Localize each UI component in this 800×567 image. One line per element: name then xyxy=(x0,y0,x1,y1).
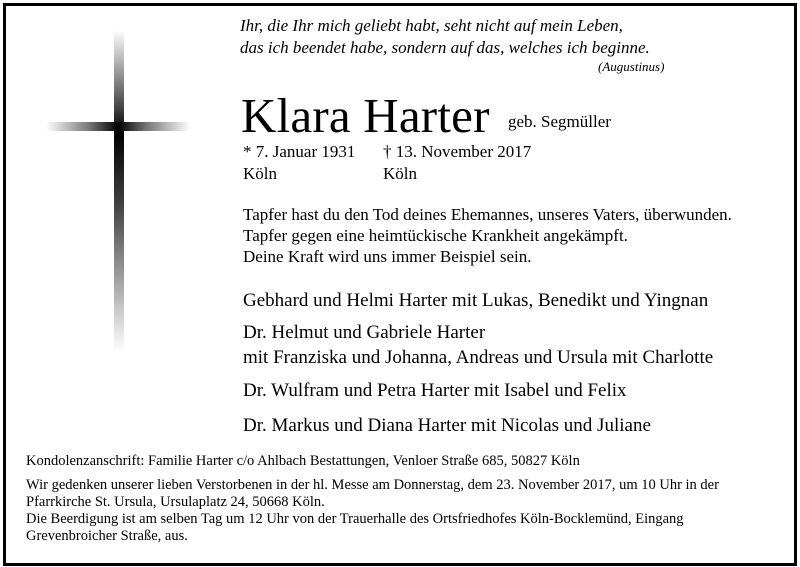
burial-info: Die Beerdigung ist am selben Tag um 12 Uhr von der Trauerhalle des Ortsfriedhofes Köln-Bocklemünd, Eingang Grevenbroicher Straße, aus. xyxy=(26,511,684,544)
footer-info xyxy=(26,453,774,545)
family-line: Dr. Markus und Diana Harter mit Nicolas und Juliane xyxy=(243,415,651,436)
birth-info xyxy=(243,141,355,185)
verse-line: Tapfer gegen eine heimtückische Krankheit angekämpft. xyxy=(243,226,628,245)
family-line: Gebhard und Helmi Harter mit Lukas, Benedikt und Yingnan xyxy=(243,290,709,311)
family-entry xyxy=(243,288,713,313)
verse xyxy=(243,204,732,267)
family-entry xyxy=(243,413,713,438)
family-line: mit Franziska und Johanna, Andreas und Ursula mit Charlotte xyxy=(243,347,714,368)
verse-line: Tapfer hast du den Tod deines Ehemannes, unseres Vaters, überwunden. xyxy=(243,205,732,224)
death-info xyxy=(383,141,531,185)
mourners-list xyxy=(243,288,713,445)
quote-source: (Augustinus) xyxy=(598,59,665,74)
family-entry xyxy=(243,320,713,370)
birth-date: * 7. Januar 1931 xyxy=(243,142,356,161)
birth-place: Köln xyxy=(243,164,277,183)
deceased-name: Klara Harter xyxy=(241,88,490,143)
condolence-address: Kondolenzanschrift: Familie Harter c/o Ahlbach Bestattungen, Venloer Straße 685, 50827 Köln xyxy=(26,453,580,469)
family-entry xyxy=(243,378,713,403)
death-date: † 13. November 2017 xyxy=(383,142,532,161)
quote-line: das ich beendet habe, sondern auf das, welches ich beginne. xyxy=(240,38,650,57)
family-line: Dr. Helmut und Gabriele Harter xyxy=(243,322,486,343)
quote-line: Ihr, die Ihr mich geliebt habt, seht nicht auf mein Leben, xyxy=(240,16,623,35)
mass-info: Wir gedenken unserer lieben Verstorbenen in der hl. Messe am Donnerstag, dem 23. November 2017, um 10 Uhr in der Pfarrkirche St. Ursula, Ursulaplatz 24, 50668 Köln. xyxy=(26,477,719,510)
family-line: Dr. Wulfram und Petra Harter mit Isabel und Felix xyxy=(243,380,627,401)
death-place: Köln xyxy=(383,164,417,183)
maiden-name: geb. Segmüller xyxy=(508,112,611,131)
quote xyxy=(240,15,650,59)
verse-line: Deine Kraft wird uns immer Beispiel sein. xyxy=(243,247,532,266)
